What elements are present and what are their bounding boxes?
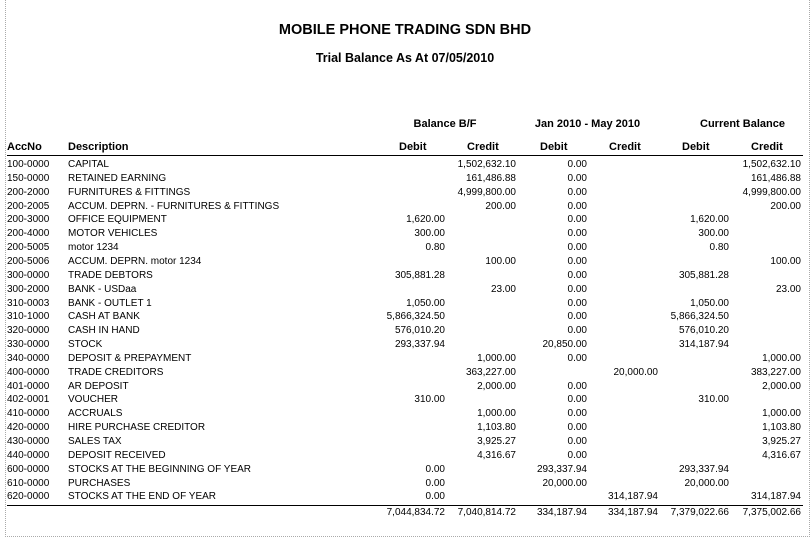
cell-description: OFFICE EQUIPMENT — [68, 214, 167, 226]
cell-current-credit: 23.00 — [775, 283, 801, 295]
cell-current-debit: 310.00 — [698, 394, 729, 406]
group-current-balance: Current Balance — [700, 118, 785, 130]
cell-description: ACCUM. DEPRN. motor 1234 — [68, 255, 202, 267]
cell-current-debit: 1,050.00 — [690, 297, 729, 309]
total-current-debit: 7,379,022.66 — [670, 507, 729, 518]
cell-acc-no: 320-0000 — [7, 325, 50, 337]
cell-description: DEPOSIT RECEIVED — [68, 449, 166, 461]
cell-current-credit: 200.00 — [770, 200, 801, 212]
cell-description: ACCUM. DEPRN. - FURNITURES & FITTINGS — [68, 200, 280, 212]
cell-current-credit: 4,316.67 — [762, 449, 801, 461]
cell-current-credit: 1,000.00 — [762, 408, 801, 420]
cell-bf-debit: 0.00 — [425, 491, 445, 503]
cell-acc-no: 300-2000 — [7, 283, 50, 295]
col-period-debit: Debit — [540, 141, 568, 153]
cell-current-debit: 0.80 — [709, 242, 729, 254]
cell-description: motor 1234 — [68, 242, 119, 254]
cell-description: STOCKS AT THE BEGINNING OF YEAR — [68, 463, 252, 475]
cell-acc-no: 340-0000 — [7, 352, 50, 364]
cell-description: CASH IN HAND — [68, 325, 140, 337]
cell-period-debit: 0.00 — [567, 283, 587, 295]
total-bf-credit: 7,040,814.72 — [457, 507, 516, 518]
cell-period-debit: 0.00 — [567, 186, 587, 198]
company-name: MOBILE PHONE TRADING SDN BHD — [278, 22, 532, 38]
cell-acc-no: 410-0000 — [7, 408, 50, 420]
cell-bf-debit: 5,866,324.50 — [386, 311, 445, 323]
cell-current-credit: 1,502,632.10 — [742, 159, 801, 170]
cell-description: CASH AT BANK — [68, 311, 140, 323]
cell-current-debit: 305,881.28 — [678, 269, 729, 281]
totals-row — [0, 507, 810, 521]
cell-bf-debit: 0.00 — [425, 463, 445, 475]
cell-description: ACCRUALS — [68, 408, 123, 420]
cell-period-debit: 0.00 — [567, 228, 587, 240]
cell-current-credit: 161,486.88 — [750, 172, 801, 184]
table-row — [0, 464, 810, 478]
total-bf-debit: 7,044,834.72 — [386, 507, 445, 518]
total-period-credit: 334,187.94 — [607, 507, 658, 518]
cell-period-debit: 0.00 — [567, 172, 587, 184]
table-row — [0, 311, 810, 325]
cell-bf-credit: 4,316.67 — [477, 449, 516, 461]
cell-description: SALES TAX — [68, 436, 122, 447]
cell-acc-no: 330-0000 — [7, 339, 50, 351]
cell-period-debit: 0.00 — [567, 408, 587, 420]
cell-period-debit: 0.00 — [567, 159, 587, 170]
cell-bf-credit: 100.00 — [485, 255, 516, 267]
col-bf-credit: Credit — [467, 141, 499, 153]
cell-description: HIRE PURCHASE CREDITOR — [68, 422, 206, 434]
col-accno: AccNo — [7, 141, 42, 153]
cell-description: MOTOR VEHICLES — [68, 228, 158, 240]
cell-period-debit: 0.00 — [567, 200, 587, 212]
cell-bf-credit: 1,000.00 — [477, 408, 516, 420]
cell-acc-no: 420-0000 — [7, 422, 50, 434]
cell-current-credit: 314,187.94 — [750, 491, 801, 503]
cell-acc-no: 402-0001 — [7, 394, 50, 406]
cell-current-debit: 293,337.94 — [678, 463, 729, 475]
cell-acc-no: 600-0000 — [7, 463, 50, 475]
cell-current-debit: 5,866,324.50 — [670, 311, 729, 323]
cell-period-debit: 0.00 — [567, 422, 587, 434]
cell-bf-debit: 300.00 — [414, 228, 445, 240]
table-row — [0, 478, 810, 492]
cell-period-debit: 0.00 — [567, 311, 587, 323]
cell-description: TRADE DEBTORS — [68, 269, 153, 281]
cell-period-debit: 20,850.00 — [542, 339, 587, 351]
table-row — [0, 408, 810, 422]
cell-acc-no: 401-0000 — [7, 380, 50, 392]
cell-bf-credit: 161,486.88 — [465, 172, 516, 184]
cell-bf-credit: 1,502,632.10 — [457, 159, 516, 170]
cell-bf-credit: 1,000.00 — [477, 352, 516, 364]
cell-acc-no: 610-0000 — [7, 477, 50, 489]
cell-description: BANK - OUTLET 1 — [68, 297, 152, 309]
cell-acc-no: 620-0000 — [7, 491, 50, 503]
table-row — [0, 242, 810, 256]
table-row — [0, 201, 810, 215]
cell-bf-debit: 310.00 — [414, 394, 445, 406]
table-row — [0, 173, 810, 187]
table-row — [0, 284, 810, 298]
cell-bf-debit: 0.80 — [425, 242, 445, 254]
cell-acc-no: 400-0000 — [7, 366, 50, 378]
cell-period-debit: 0.00 — [567, 269, 587, 281]
cell-period-debit: 20,000.00 — [542, 477, 587, 489]
header-rule — [7, 155, 803, 156]
cell-current-debit: 1,620.00 — [690, 214, 729, 226]
cell-acc-no: 200-5006 — [7, 255, 50, 267]
cell-period-debit: 0.00 — [567, 325, 587, 337]
cell-description: BANK - USDaa — [68, 283, 137, 295]
total-period-debit: 334,187.94 — [536, 507, 587, 518]
cell-acc-no: 200-4000 — [7, 228, 50, 240]
cell-bf-credit: 1,103.80 — [477, 422, 516, 434]
cell-period-debit: 0.00 — [567, 394, 587, 406]
cell-description: STOCKS AT THE END OF YEAR — [68, 491, 217, 503]
cell-description: FURNITURES & FITTINGS — [68, 186, 191, 198]
col-description: Description — [68, 141, 129, 153]
table-row — [0, 187, 810, 201]
cell-acc-no: 200-2005 — [7, 200, 50, 212]
table-row — [0, 159, 810, 173]
cell-current-credit: 100.00 — [770, 255, 801, 267]
cell-description: CAPITAL — [68, 159, 109, 170]
cell-bf-credit: 3,925.27 — [477, 436, 516, 447]
table-row — [0, 381, 810, 395]
cell-bf-debit: 1,050.00 — [406, 297, 445, 309]
table-row — [0, 450, 810, 464]
cell-acc-no: 100-0000 — [7, 159, 50, 170]
cell-period-debit: 0.00 — [567, 352, 587, 364]
table-row — [0, 270, 810, 284]
cell-acc-no: 310-1000 — [7, 311, 50, 323]
cell-bf-debit: 576,010.20 — [394, 325, 445, 337]
cell-bf-debit: 0.00 — [425, 477, 445, 489]
cell-period-debit: 0.00 — [567, 242, 587, 254]
cell-acc-no: 200-3000 — [7, 214, 50, 226]
cell-bf-debit: 1,620.00 — [406, 214, 445, 226]
cell-acc-no: 440-0000 — [7, 449, 50, 461]
cell-bf-credit: 4,999,800.00 — [457, 186, 516, 198]
group-balance-bf: Balance B/F — [413, 118, 477, 130]
cell-acc-no: 300-0000 — [7, 269, 50, 281]
cell-description: PURCHASES — [68, 477, 131, 489]
cell-period-credit: 20,000.00 — [613, 366, 658, 378]
cell-bf-debit: 305,881.28 — [394, 269, 445, 281]
cell-acc-no: 150-0000 — [7, 172, 50, 184]
cell-bf-debit: 293,337.94 — [394, 339, 445, 351]
col-period-credit: Credit — [609, 141, 641, 153]
cell-acc-no: 200-2000 — [7, 186, 50, 198]
table-row — [0, 256, 810, 270]
table-row — [0, 298, 810, 312]
cell-period-debit: 0.00 — [567, 436, 587, 447]
cell-bf-credit: 23.00 — [490, 283, 516, 295]
cell-period-debit: 293,337.94 — [536, 463, 587, 475]
cell-period-debit: 0.00 — [567, 449, 587, 461]
cell-current-debit: 300.00 — [698, 228, 729, 240]
table-row — [0, 436, 810, 450]
cell-bf-credit: 2,000.00 — [477, 380, 516, 392]
cell-current-credit: 383,227.00 — [750, 366, 801, 378]
table-row — [0, 367, 810, 381]
cell-period-debit: 0.00 — [567, 380, 587, 392]
table-row — [0, 394, 810, 408]
cell-period-debit: 0.00 — [567, 214, 587, 226]
cell-current-credit: 1,103.80 — [762, 422, 801, 434]
col-bf-debit: Debit — [399, 141, 427, 153]
cell-bf-credit: 363,227.00 — [465, 366, 516, 378]
cell-description: VOUCHER — [68, 394, 119, 406]
total-current-credit: 7,375,002.66 — [742, 507, 801, 518]
cell-current-credit: 3,925.27 — [762, 436, 801, 447]
cell-acc-no: 200-5005 — [7, 242, 50, 254]
cell-bf-credit: 200.00 — [485, 200, 516, 212]
table-row — [0, 422, 810, 436]
table-row — [0, 353, 810, 367]
table-row — [0, 228, 810, 242]
cell-current-debit: 20,000.00 — [684, 477, 729, 489]
table-row — [0, 339, 810, 353]
cell-description: DEPOSIT & PREPAYMENT — [68, 352, 192, 364]
totals-rule — [7, 505, 803, 506]
cell-description: STOCK — [68, 339, 103, 351]
table-row — [0, 491, 810, 505]
table-row — [0, 214, 810, 228]
cell-current-credit: 2,000.00 — [762, 380, 801, 392]
report-title: Trial Balance As At 07/05/2010 — [315, 51, 495, 65]
col-current-debit: Debit — [682, 141, 710, 153]
group-period: Jan 2010 - May 2010 — [534, 118, 641, 130]
cell-period-credit: 314,187.94 — [607, 491, 658, 503]
cell-description: RETAINED EARNING — [68, 172, 167, 184]
cell-current-credit: 4,999,800.00 — [742, 186, 801, 198]
cell-description: AR DEPOSIT — [68, 380, 129, 392]
cell-acc-no: 430-0000 — [7, 436, 50, 447]
col-current-credit: Credit — [751, 141, 783, 153]
cell-current-credit: 1,000.00 — [762, 352, 801, 364]
table-row — [0, 325, 810, 339]
cell-description: TRADE CREDITORS — [68, 366, 164, 378]
cell-period-debit: 0.00 — [567, 297, 587, 309]
cell-period-debit: 0.00 — [567, 255, 587, 267]
cell-acc-no: 310-0003 — [7, 297, 50, 309]
cell-current-debit: 314,187.94 — [678, 339, 729, 351]
cell-current-debit: 576,010.20 — [678, 325, 729, 337]
